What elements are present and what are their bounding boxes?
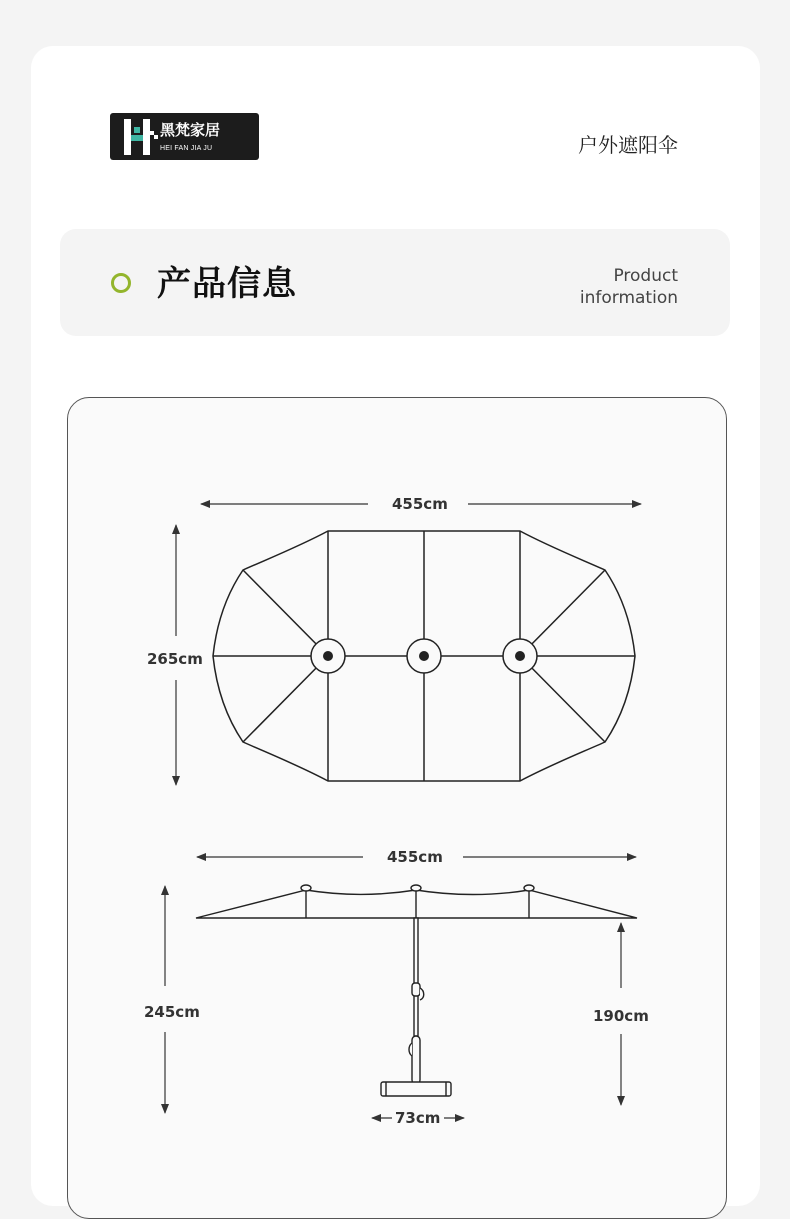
brand-logo <box>110 113 259 160</box>
base-width-label: 73cm <box>395 1109 441 1127</box>
dimension-diagram <box>67 397 727 1219</box>
section-subtitle-line2: information <box>579 288 678 308</box>
section-header <box>60 229 730 336</box>
product-category: 户外遮阳伞 <box>578 133 678 157</box>
circle-bullet-icon <box>111 273 131 293</box>
clearance-height-label: 190cm <box>593 1007 649 1025</box>
section-subtitle-line1: Product <box>613 266 678 286</box>
side-width-label: 455cm <box>387 848 443 866</box>
top-depth-label: 265cm <box>147 650 203 668</box>
brand-name-en: HEI FAN JIA JU <box>160 145 213 152</box>
total-height-label: 245cm <box>144 1003 200 1021</box>
section-subtitle <box>580 265 678 309</box>
top-width-label: 455cm <box>392 495 448 513</box>
brand-name-cn: 黑梵家居 <box>160 121 221 139</box>
section-title: 产品信息 <box>157 264 297 304</box>
umbrella-diagram <box>68 398 726 1188</box>
umbrella-side-view <box>196 885 637 1096</box>
